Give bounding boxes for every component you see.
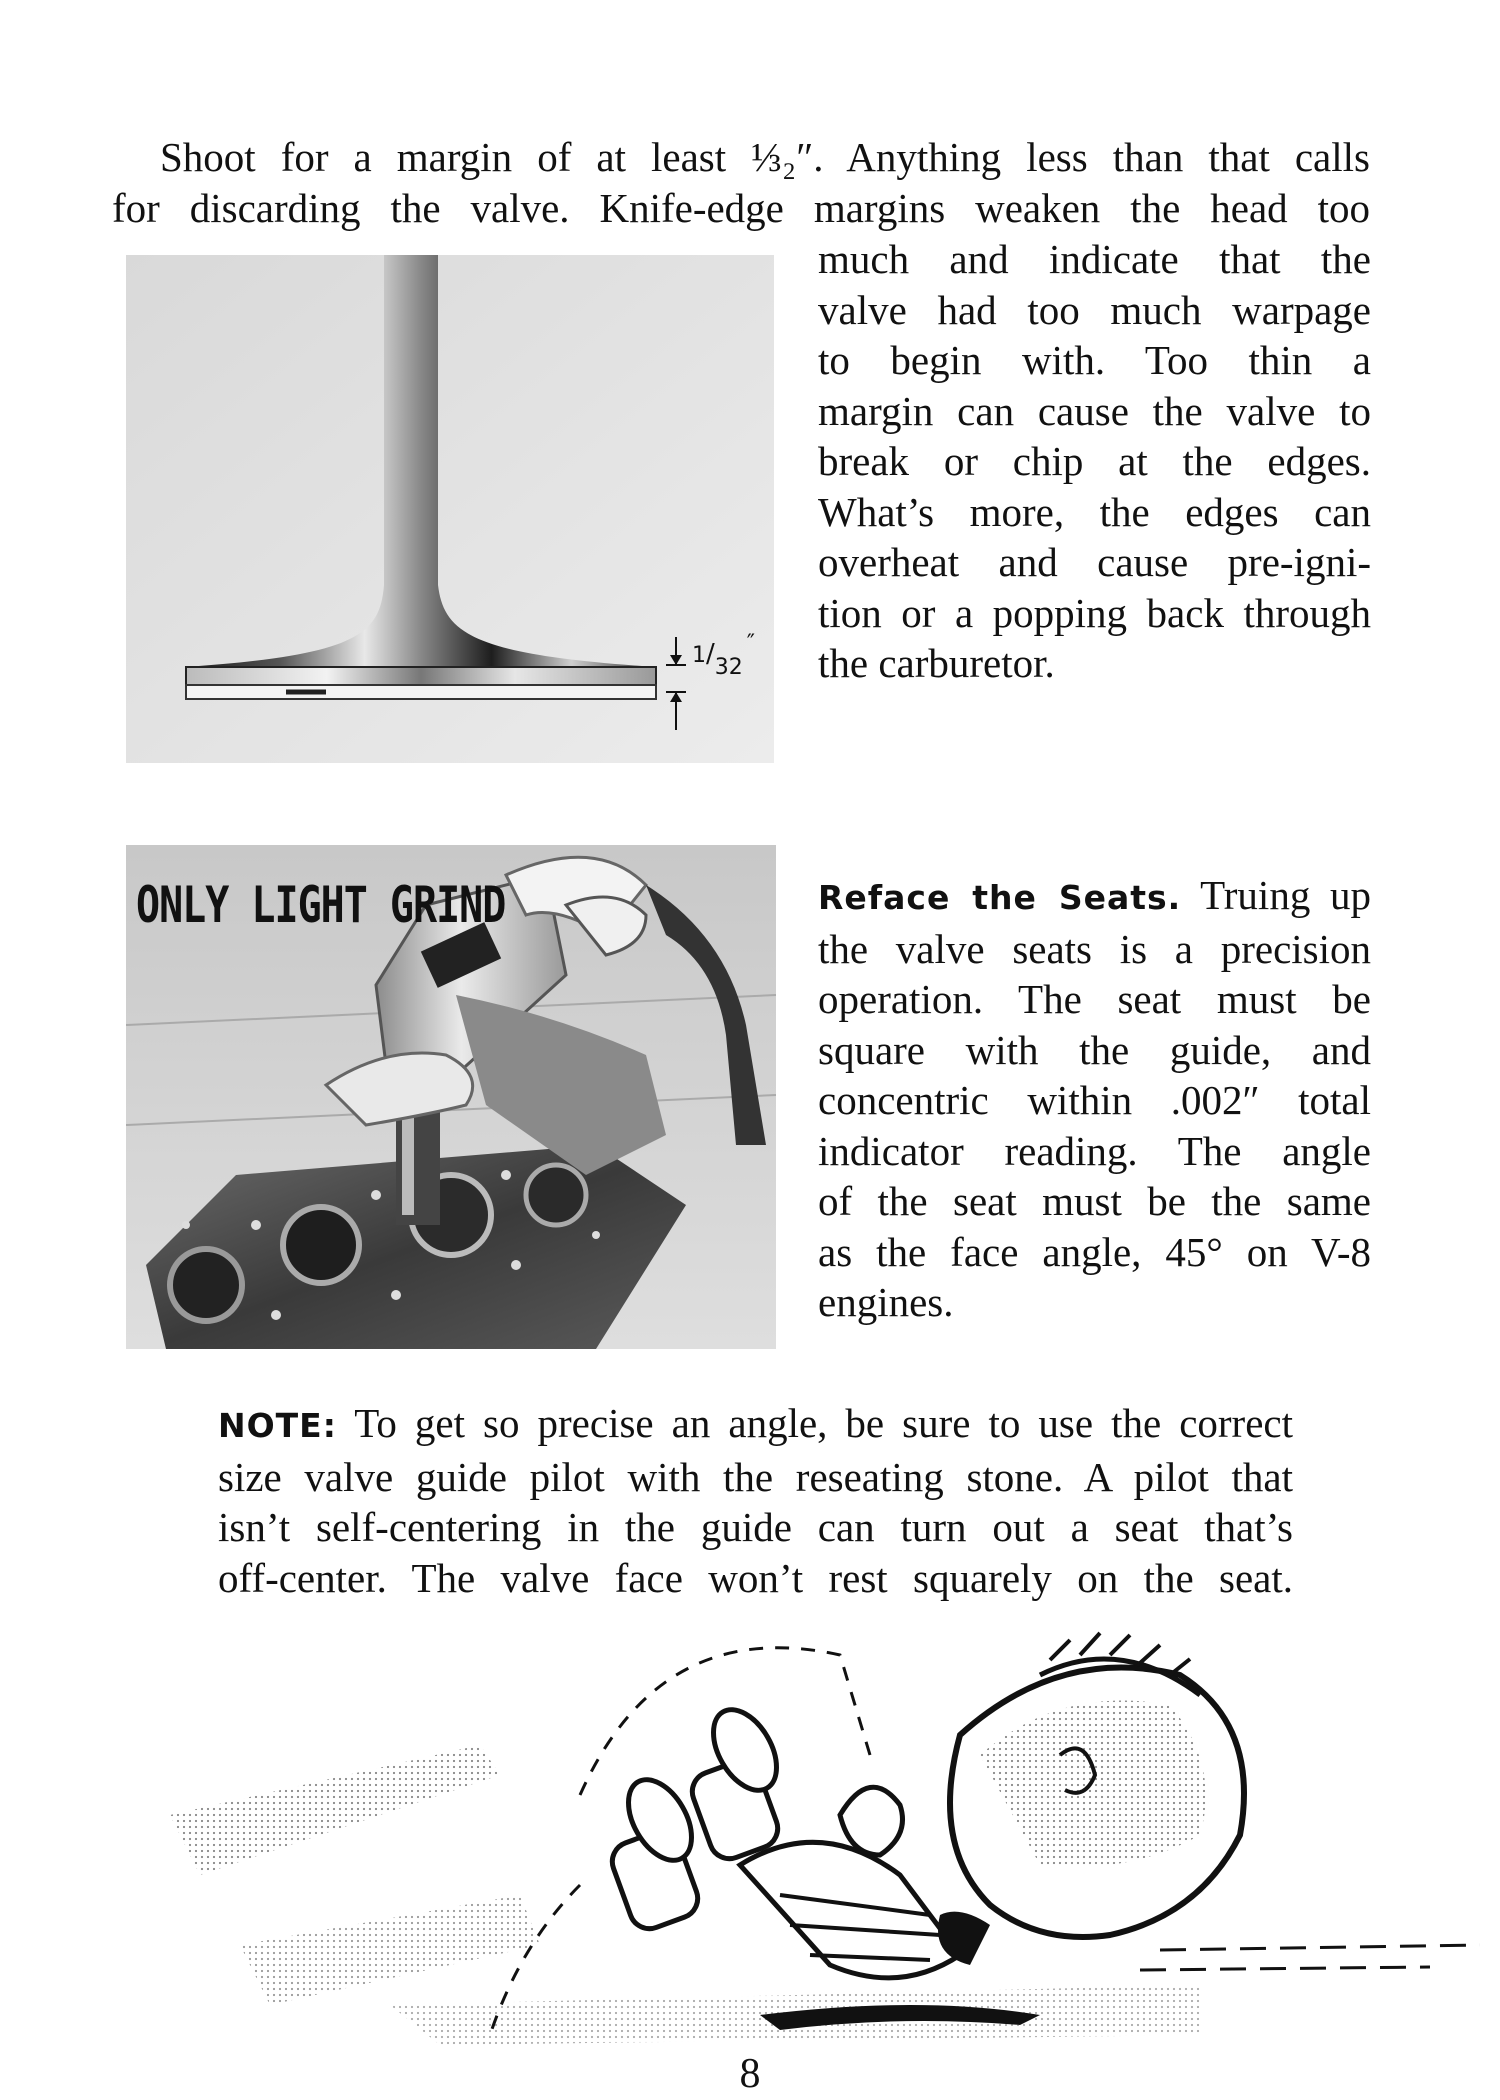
margin-label: 1/32″ xyxy=(692,631,755,680)
text-line: concentric within .002″ total xyxy=(818,1077,1371,1123)
text-line: size valve guide pilot with the reseating stone. A pilot that xyxy=(218,1453,1293,1500)
seat-grinding-photo xyxy=(126,845,776,1349)
paragraph-margin-line2 xyxy=(112,183,1370,234)
margin-label-numerator: 1 xyxy=(692,643,706,668)
paragraph-margin-side xyxy=(818,234,1371,689)
text-fragment: Truing up xyxy=(1200,872,1371,918)
text-line: for discarding the valve. Knife-edge margins weaken the head too xyxy=(112,185,1370,231)
text-line: break or chip at the edges. xyxy=(818,438,1371,484)
text-line: isn’t self-centering in the guide can turn out a seat that’s xyxy=(218,1504,1293,1550)
text-line: overheat and cause pre-igni- xyxy=(818,539,1371,585)
photo-caption: ONLY LIGHT GRIND xyxy=(136,877,506,935)
paragraph-reface-seats xyxy=(818,870,1371,1328)
cartoon-illustration xyxy=(140,1615,1480,2055)
text-line: as the face angle, 45° on V-8 xyxy=(818,1228,1371,1275)
text-line: of the seat must be the same xyxy=(818,1178,1371,1224)
text-line: indicator reading. The angle xyxy=(818,1127,1371,1174)
text-line: much and indicate that the xyxy=(818,236,1371,282)
text-line: What’s more, the edges can xyxy=(818,488,1371,535)
text-line: Shoot for a margin of at least ⅓₂″. Anything less than that calls xyxy=(160,134,1370,180)
text-fragment: To get so precise an angle, be sure to use the correct xyxy=(354,1400,1294,1446)
margin-label-unit: ″ xyxy=(746,631,755,656)
valve-photo xyxy=(126,255,774,763)
valve-illustration xyxy=(126,255,774,763)
text-line: valve had too much warpage xyxy=(818,286,1371,333)
text-line: operation. The seat must be xyxy=(818,976,1371,1022)
text-line: off-center. The valve face won’t rest squarely on the seat. xyxy=(218,1554,1293,1601)
cartoon-man-falling xyxy=(140,1615,1480,2055)
text-line xyxy=(818,870,1371,924)
note-paragraph xyxy=(218,1398,1293,1603)
note-label: NOTE: xyxy=(218,1406,337,1445)
text-line xyxy=(218,1398,1293,1452)
margin-label-denominator: 32 xyxy=(714,655,743,680)
text-line: to begin with. Too thin a xyxy=(818,337,1371,383)
text-line: the carburetor. xyxy=(818,640,1055,686)
text-line: engines. xyxy=(818,1279,954,1325)
text-line: the valve seats is a precision xyxy=(818,925,1371,972)
paragraph-margin-line1 xyxy=(160,132,1370,183)
section-heading: Reface the Seats. xyxy=(818,878,1182,917)
page-number: 8 xyxy=(739,2051,761,2097)
text-line: square with the guide, and xyxy=(818,1026,1371,1073)
text-line: tion or a popping back through xyxy=(818,589,1371,636)
text-line: margin can cause the valve to xyxy=(818,387,1371,434)
